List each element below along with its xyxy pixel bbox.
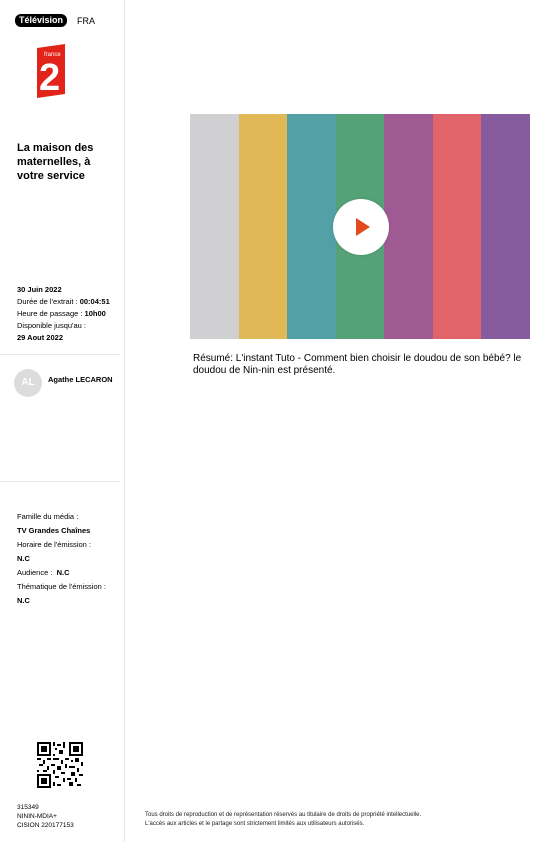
france2-logo (35, 44, 67, 98)
theme-value: N.C (17, 596, 30, 605)
family-value: TV Grandes Chaînes (17, 526, 91, 535)
color-bar (384, 114, 433, 339)
program-title: La maison des maternelles, à votre service (17, 142, 94, 182)
audience-label: Audience : (17, 568, 53, 577)
broadcast-meta (17, 284, 110, 344)
available-value: 29 Aout 2022 (17, 333, 63, 342)
color-bar (481, 114, 530, 339)
divider (0, 354, 120, 355)
broadcast-date: 30 Juin 2022 (17, 285, 62, 294)
doc-id: 315349 (17, 804, 39, 811)
divider (0, 481, 120, 482)
summary-text: Résumé: L'instant Tuto - Comment bien choisir le doudou de son bébé? le doudou de Nin-nin est présenté. (193, 353, 522, 376)
france2-logo-small-text: france (44, 52, 61, 58)
video-player[interactable] (190, 114, 530, 339)
available-label: Disponible jusqu'au : (17, 321, 86, 330)
play-button[interactable] (333, 199, 389, 255)
legal-line: L'accès aux articles et le partage sont strictement limités aux utilisateurs autorisés. (145, 821, 365, 827)
audience-value: N.C (56, 568, 70, 577)
document-ids (17, 803, 74, 830)
play-icon (356, 218, 370, 236)
france2-logo-number: 2 (39, 57, 61, 98)
media-info (17, 510, 106, 608)
sidebar (0, 0, 125, 842)
doc-code: NININ-MDIA+ (17, 813, 57, 820)
color-bar (190, 114, 239, 339)
qr-code (37, 742, 83, 788)
theme-label: Thématique de l'émission : (17, 582, 106, 591)
airtime-label: Heure de passage : (17, 309, 85, 318)
cision-id: CISION 220177153 (17, 822, 74, 829)
airtime-value: 10h00 (84, 309, 106, 318)
author-name: Agathe LECARON (48, 375, 113, 384)
schedule-label: Horaire de l'émission : (17, 540, 91, 549)
color-bar (287, 114, 336, 339)
family-label: Famille du média : (17, 512, 79, 521)
duration-value: 00:04:51 (79, 297, 110, 306)
avatar: AL (14, 369, 42, 397)
media-type-badge: Télévision (15, 14, 67, 27)
color-bar (433, 114, 482, 339)
legal-notice (145, 811, 421, 829)
country-label: FRA (77, 16, 95, 26)
legal-line: Tous droits de reproduction et de représentation réservés au titulaire de droits de propriété intellectuelle. (145, 812, 422, 818)
schedule-value: N.C (17, 554, 30, 563)
color-bar (239, 114, 288, 339)
duration-label: Durée de l'extrait : (17, 297, 80, 306)
